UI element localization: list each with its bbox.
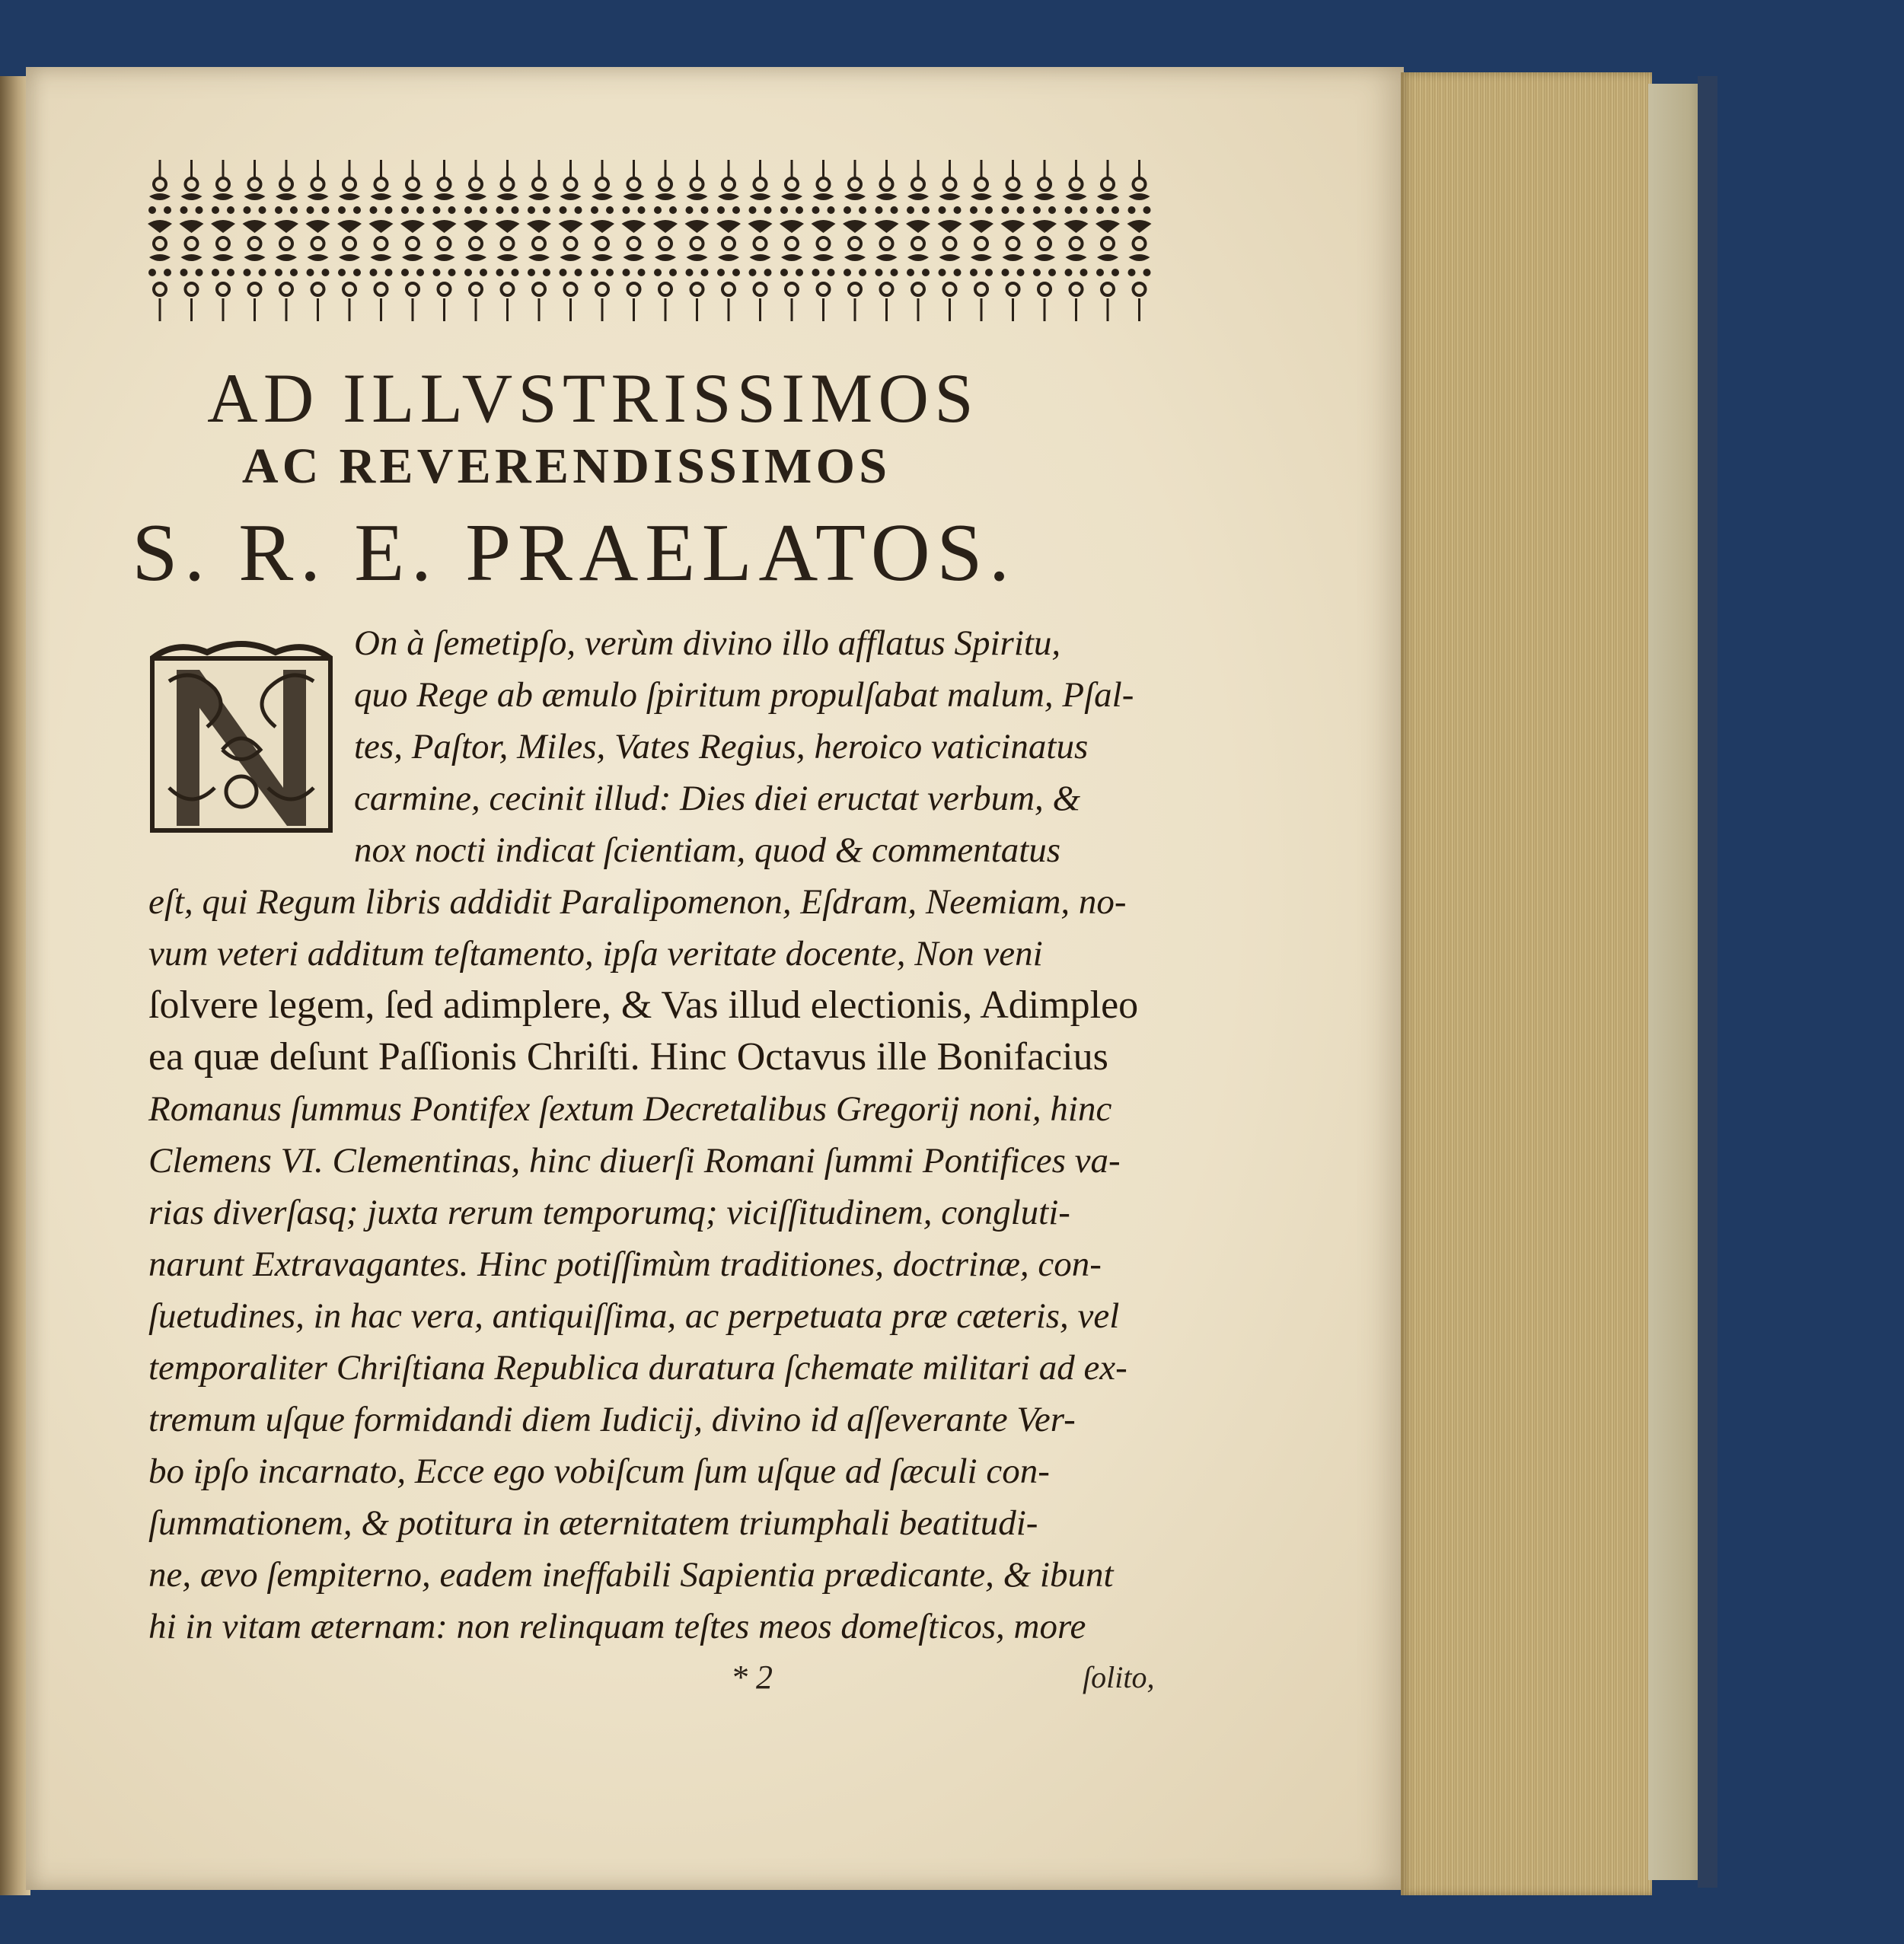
ornament-unit: [812, 160, 836, 321]
ornament-unit: [211, 160, 235, 321]
ornament-unit: [843, 160, 867, 321]
ornament-unit: [369, 160, 394, 321]
ornament-unit: [906, 160, 930, 321]
page-fore-edge: [1401, 72, 1652, 1895]
ornament-unit: [496, 160, 520, 321]
ornament-unit: [432, 160, 457, 321]
text-line: tremum uſque formidandi diem Iudicij, divino id aſſeverante Ver-: [148, 1400, 1076, 1439]
text-line: Clemens VI. Clementinas, hinc diuerſi Romani ſummi Pontifices va-: [148, 1141, 1121, 1181]
text-line: quo Rege ab æmulo ſpiritum propulſabat malum, Pſal-: [354, 675, 1134, 715]
ornamental-headband: [145, 160, 1165, 323]
text-line: tes, Paſtor, Miles, Vates Regius, heroico vaticinatus: [354, 727, 1089, 766]
text-line: On à ſemetipſo, verùm divino illo afflatus Spiritu,: [354, 623, 1061, 663]
ornament-unit: [180, 160, 204, 321]
text-line: bo ipſo incarnato, Ecce ego vobiſcum ſum uſque ad ſæculi con-: [148, 1452, 1050, 1491]
ornament-unit: [875, 160, 899, 321]
ornament-unit: [1064, 160, 1089, 321]
ornament-unit: [148, 160, 172, 321]
ornament-unit: [243, 160, 267, 321]
ornament-unit: [780, 160, 804, 321]
text-line: ſummationem, & potitura in æternitatem triumphali beatitudi-: [148, 1503, 1038, 1543]
text-line: eſt, qui Regum libris addidit Paralipomenon, Eſdram, Neemiam, no-: [148, 882, 1127, 922]
catchword: ſolito,: [1083, 1660, 1155, 1694]
text-line: ſolvere legem, ſed adimplere, & Vas illud electionis, Adimpleo: [148, 983, 1139, 1027]
ornament-unit: [653, 160, 678, 321]
ornament-unit: [622, 160, 646, 321]
ornament-unit: [716, 160, 741, 321]
text-line: vum veteri additum teſtamento, ipſa veritate docente, Non veni: [148, 934, 1043, 974]
text-line: ea quæ deſunt Paſſionis Chriſti. Hinc Octavus ille Bonifacius: [148, 1035, 1108, 1079]
title-line-1: AD ILLVSTRISSIMOS: [207, 359, 979, 437]
ornament-unit: [1096, 160, 1120, 321]
decorated-initial-n: [146, 636, 336, 835]
ornament-unit: [337, 160, 362, 321]
ornament-unit: [527, 160, 551, 321]
text-line: temporaliter Chriſtiana Republica duratura ſchemate militari ad ex-: [148, 1348, 1127, 1388]
text-line: rias diverſasq; juxta rerum temporumq; viciſſitudinem, congluti-: [148, 1193, 1070, 1232]
ornament-unit: [400, 160, 425, 321]
ornament-unit: [969, 160, 993, 321]
text-line: nox nocti indicat ſcientiam, quod & commentatus: [354, 830, 1061, 870]
text-line: hi in vitam æternam: non relinquam teſtes meos domeſticos, more: [148, 1607, 1086, 1646]
ornament-unit: [1127, 160, 1152, 321]
text-line: ſuetudines, in hac vera, antiquiſſima, ac perpetuata præ cæteris, vel: [148, 1296, 1120, 1336]
ornament-unit: [1001, 160, 1025, 321]
title-line-3: S. R. E. PRAELATOS.: [132, 508, 1016, 598]
text-line: carmine, cecinit illud: Dies diei eructat verbum, &: [354, 779, 1081, 818]
text-line: Romanus ſummus Pontifex ſextum Decretalibus Gregorij noni, hinc: [148, 1089, 1112, 1129]
ornament-unit: [590, 160, 614, 321]
signature-mark: * 2: [731, 1659, 773, 1696]
ornament-unit: [1032, 160, 1057, 321]
ornament-unit: [464, 160, 488, 321]
text-line: narunt Extravagantes. Hinc potiſſimùm traditiones, doctrinæ, con-: [148, 1244, 1102, 1284]
cover-board: [1698, 76, 1717, 1888]
ornament-unit: [274, 160, 298, 321]
text-line: ne, ævo ſempiterno, eadem ineffabili Sapientia prædicante, & ibunt: [148, 1555, 1114, 1595]
ornament-unit: [306, 160, 330, 321]
ornament-unit: [938, 160, 962, 321]
ornament-unit: [748, 160, 773, 321]
ornament-unit: [559, 160, 583, 321]
title-line-2: AC REVERENDISSIMOS: [241, 438, 891, 494]
ornament-unit: [685, 160, 710, 321]
